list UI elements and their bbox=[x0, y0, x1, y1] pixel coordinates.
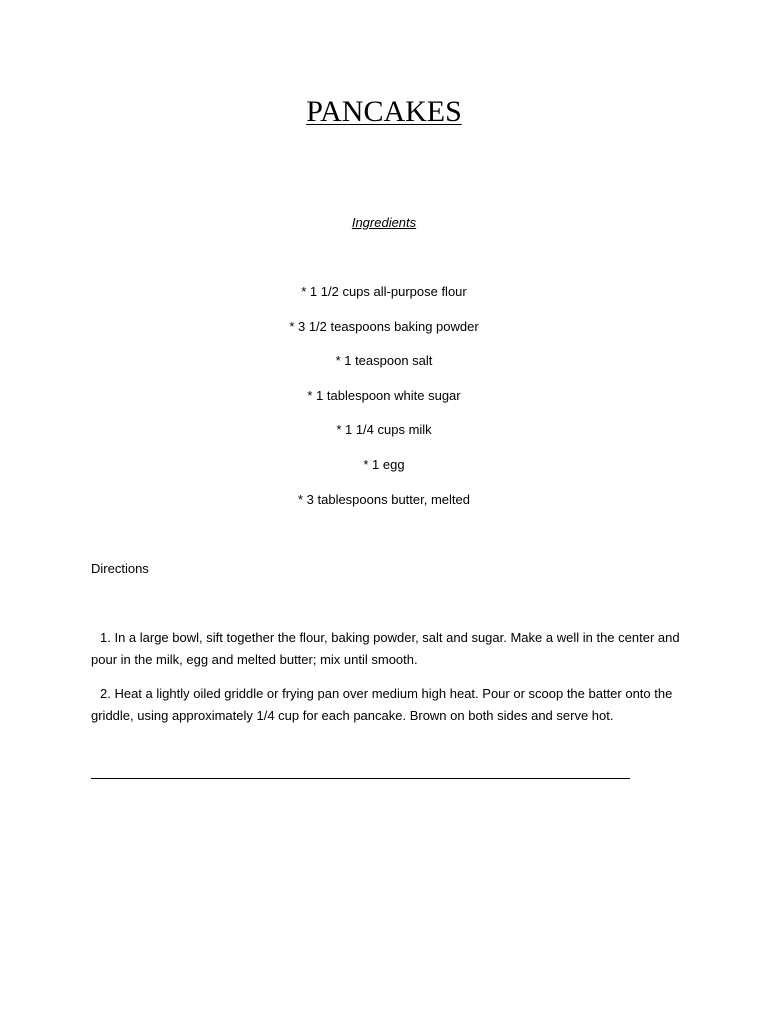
ingredient-item: * 3 tablespoons butter, melted bbox=[297, 491, 470, 507]
direction-step: 2. Heat a lightly oiled griddle or frying pan over medium high heat. Pour or scoop the batter onto the griddle, using approximately 1/4 cup for each pancake. Brown on both sides and serve hot. bbox=[91, 686, 673, 723]
directions-heading: Directions bbox=[91, 561, 149, 576]
document-title: PANCAKES bbox=[306, 95, 462, 128]
ingredient-item: * 1 1/4 cups milk bbox=[336, 422, 432, 438]
ingredient-item: * 1 egg bbox=[363, 456, 405, 472]
ingredients-list bbox=[0, 283, 768, 525]
direction-step: 1. In a large bowl, sift together the flour, baking powder, salt and sugar. Make a well in the center and pour in the milk, egg and melted butter; mix until smooth. bbox=[91, 630, 680, 667]
ingredient-item: * 3 1/2 teaspoons baking powder bbox=[289, 318, 479, 334]
ingredient-item: * 1 teaspoon salt bbox=[335, 353, 433, 369]
ingredient-item: * 1 1/2 cups all-purpose flour bbox=[301, 284, 467, 299]
ingredients-heading: Ingredients bbox=[351, 215, 417, 230]
ingredient-item: * 1 tablespoon white sugar bbox=[307, 387, 461, 403]
horizontal-rule bbox=[91, 778, 630, 779]
